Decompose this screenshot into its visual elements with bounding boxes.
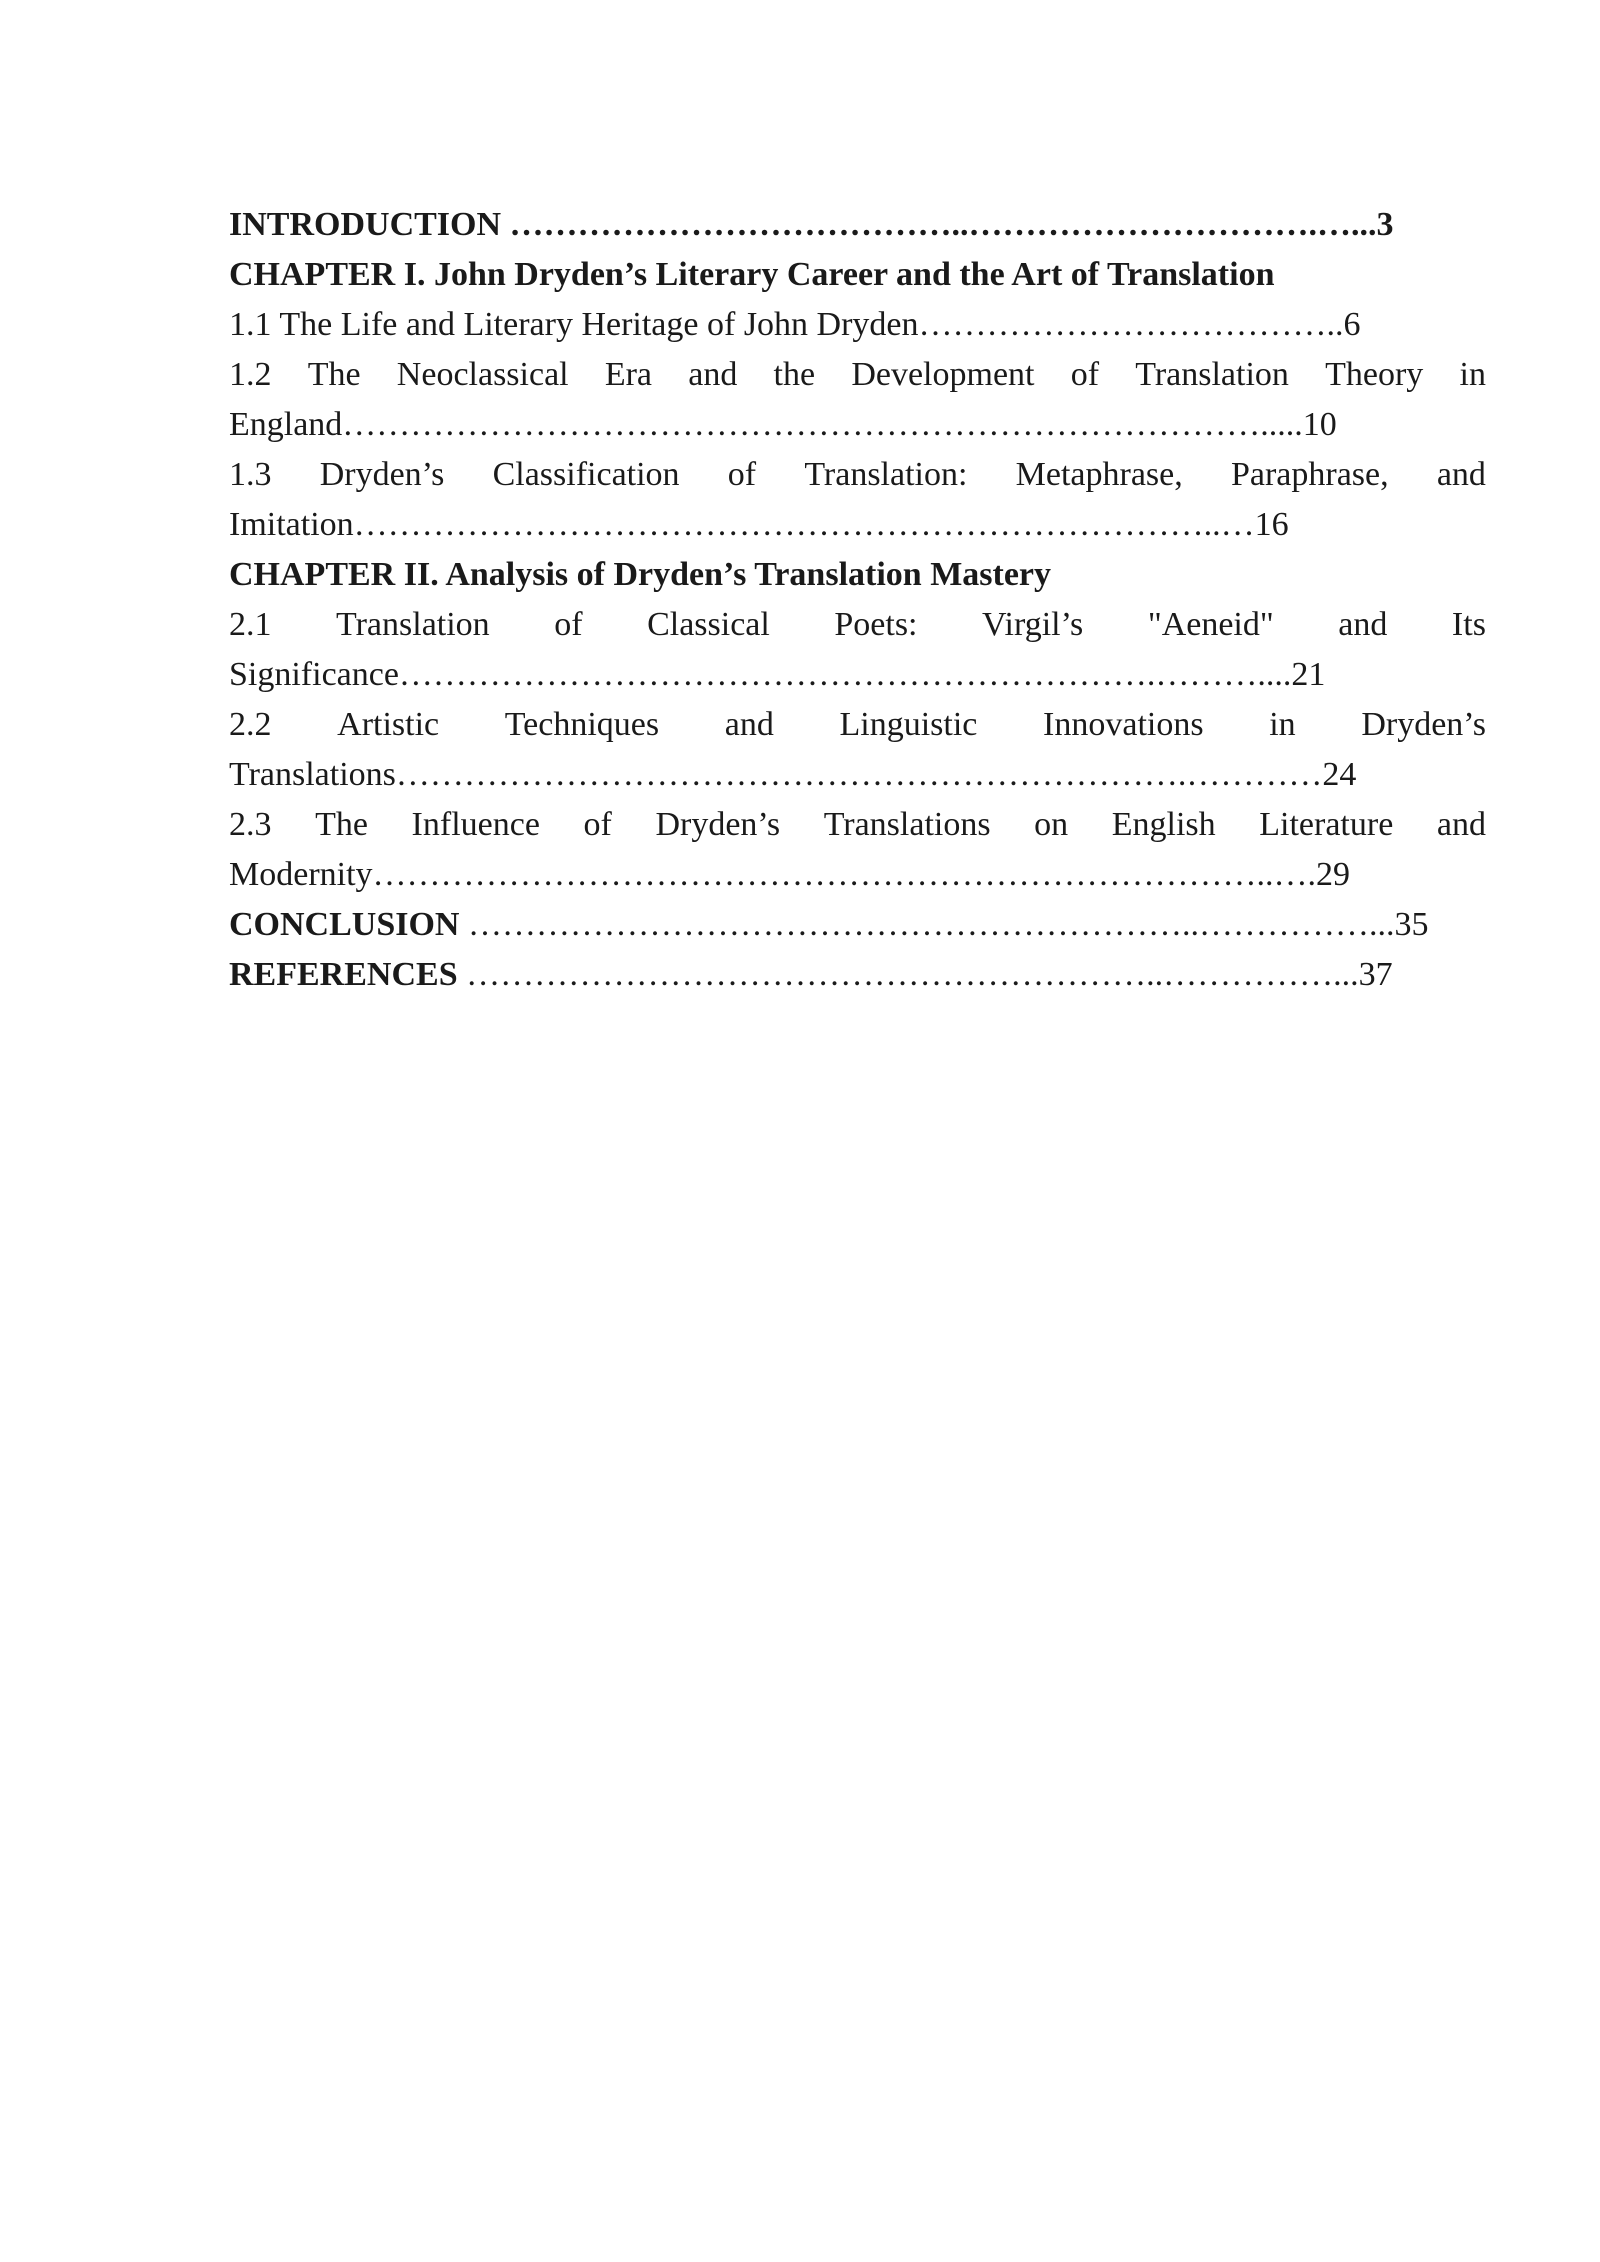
toc-chapter-1-heading[interactable]: CHAPTER I. John Dryden’s Literary Career and the Art of Translation	[229, 256, 1275, 293]
toc-word: Development	[851, 356, 1035, 393]
toc-word: "Aeneid"	[1147, 606, 1274, 643]
toc-entry-1-2-continuation[interactable]: England……………………………………………………………………….....10	[229, 406, 1337, 443]
toc-entry-2-1[interactable]	[229, 600, 1486, 650]
toc-word: 1.3	[229, 456, 272, 493]
table-of-contents	[229, 200, 1486, 1000]
toc-chapter-2-heading[interactable]: CHAPTER II. Analysis of Dryden’s Translation Mastery	[229, 556, 1052, 593]
toc-conclusion-leader: ………………………………………………………..……………...35	[459, 906, 1429, 943]
toc-word: Translations	[823, 806, 991, 843]
toc-word: English	[1111, 806, 1216, 843]
toc-entry-2-2[interactable]	[229, 700, 1486, 750]
toc-word: The	[315, 806, 368, 843]
toc-word: Techniques	[504, 706, 660, 743]
toc-word: Dryden’s	[1361, 706, 1486, 743]
toc-word: Linguistic	[839, 706, 978, 743]
toc-word: Era	[604, 356, 653, 393]
toc-word: The	[307, 356, 361, 393]
toc-word: 1.2	[229, 356, 272, 393]
toc-word: Theory	[1325, 356, 1424, 393]
toc-references-leader: ……………………………………………………..……………...37	[457, 956, 1393, 993]
toc-entry-2-1-continuation[interactable]: Significance………………………………………………………….………....21	[229, 656, 1326, 693]
toc-word: 2.2	[229, 706, 272, 743]
toc-word: Innovations	[1043, 706, 1204, 743]
toc-word: and	[1338, 606, 1388, 643]
toc-word: Dryden’s	[319, 456, 445, 493]
toc-word: of	[727, 456, 757, 493]
toc-word: of	[583, 806, 612, 843]
toc-word: and	[688, 356, 738, 393]
toc-word: Virgil’s	[982, 606, 1084, 643]
toc-word: Translation	[336, 606, 490, 643]
toc-word: Paraphrase,	[1230, 456, 1389, 493]
toc-entry-introduction[interactable]: INTRODUCTION …………………………………..………………………….…...3	[229, 206, 1394, 243]
toc-word: Classification	[492, 456, 680, 493]
toc-word: on	[1034, 806, 1069, 843]
toc-word: of	[554, 606, 583, 643]
toc-word: Artistic	[337, 706, 440, 743]
toc-word: 2.1	[229, 606, 272, 643]
toc-word: and	[1436, 456, 1486, 493]
toc-word: of	[1070, 356, 1100, 393]
toc-word: Metaphrase,	[1015, 456, 1183, 493]
toc-references-label: REFERENCES	[229, 956, 458, 993]
toc-word: Poets:	[834, 606, 918, 643]
toc-word: 2.3	[229, 806, 272, 843]
toc-word: Literature	[1259, 806, 1394, 843]
toc-entry-2-3[interactable]	[229, 800, 1486, 850]
toc-word: Influence	[411, 806, 540, 843]
toc-word: Its	[1451, 606, 1486, 643]
toc-word: Neoclassical	[396, 356, 569, 393]
toc-entry-1-1[interactable]: 1.1 The Life and Literary Heritage of John Dryden………………………………..6	[229, 306, 1361, 343]
toc-word: in	[1269, 706, 1296, 743]
toc-entry-1-2[interactable]	[229, 350, 1486, 400]
toc-word: Classical	[647, 606, 770, 643]
toc-word: and	[724, 706, 774, 743]
toc-entry-2-2-continuation[interactable]: Translations…………………………………………………………….…………24	[229, 756, 1357, 793]
toc-conclusion-label: CONCLUSION	[229, 906, 460, 943]
toc-word: Translation:	[804, 456, 968, 493]
toc-word: Translation	[1135, 356, 1289, 393]
toc-entry-references[interactable]	[229, 950, 1486, 1000]
toc-entry-1-3-continuation[interactable]: Imitation…………………………………………………………………..…16	[229, 506, 1289, 543]
toc-entry-2-3-continuation[interactable]: Modernity……………………………………………………………………..….29	[229, 856, 1351, 893]
toc-word: in	[1459, 356, 1486, 393]
toc-word: and	[1436, 806, 1486, 843]
toc-word: the	[773, 356, 816, 393]
toc-entry-conclusion[interactable]	[229, 900, 1486, 950]
toc-word: Dryden’s	[655, 806, 781, 843]
toc-entry-1-3[interactable]	[229, 450, 1486, 500]
